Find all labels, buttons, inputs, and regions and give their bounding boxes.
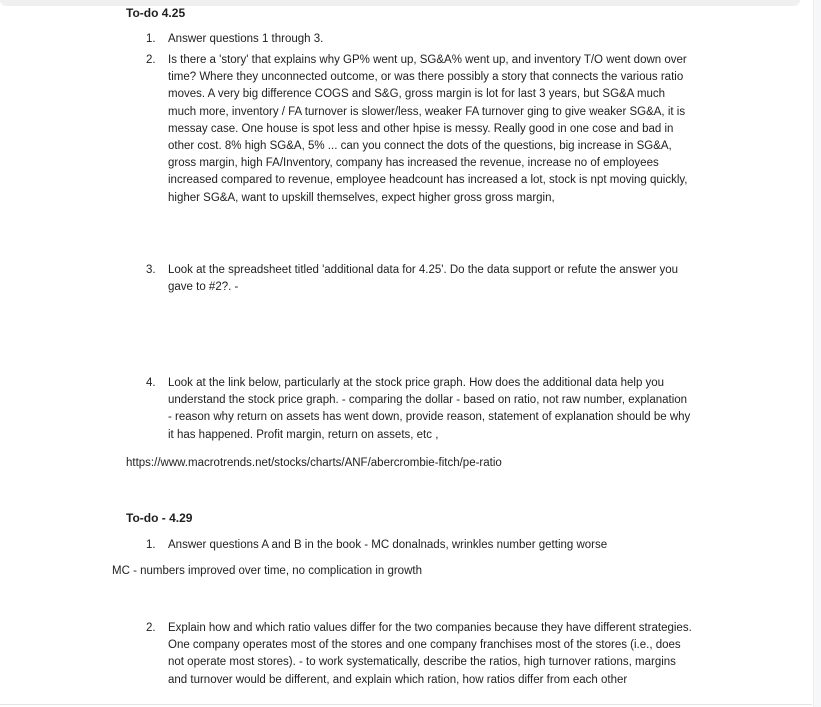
list-text: Is there a 'story' that explains why GP% went up, SG&A% went up, and inventory T/O went down over time? Where they unconnected outcome, or was there possibly a story that connects the various ratio moves. A very big difference COGS and S&G, gross margin is lot for last 3 years, but SG&A much much more, inventory / FA turnover is slower/less, weaker FA turnover ging to give weaker SG&A, it is messay case. One house is spot less and other hpise is messy. Really good in one cose and bad in other cost. 8% high SG&A, 5% ... can you connect the dots of the questions, big increase in SG&A, gross margin, high FA/Inventory, company has increased the revenue, increase no of employees increased compared to revenue, employee headcount has increased a lot, stock is npt moving quickly, higher SG&A, want to upskill themselves, expect higher gross gross margin, xyxy=(168,54,688,204)
list-item xyxy=(146,620,694,706)
list-item xyxy=(146,52,694,227)
list-item xyxy=(146,31,694,49)
list-number: 2. xyxy=(146,54,156,66)
list-item xyxy=(146,262,694,298)
list-number: 1. xyxy=(146,539,156,551)
list-number: 2. xyxy=(146,622,156,634)
note-text: MC - numbers improved over time, no complication in growth xyxy=(112,565,422,577)
section-heading-4-29: To-do - 4.29 xyxy=(126,511,193,525)
list-item xyxy=(146,375,694,447)
list-text: Look at the link below, particularly at the stock price graph. How does the additional data help you understand the stock price graph. - comparing the dollar - based on ratio, not raw number, explanation - reason why return on assets has went down, provide reason, statement of explanation should be why it has happened. Profit margin, return on assets, etc , xyxy=(168,377,691,441)
stock-chart-link[interactable] xyxy=(126,455,686,472)
list-text: Look at the spreadsheet titled 'additional data for 4.25'. Do the data support or refute the answer you gave to #2?. - xyxy=(168,264,679,294)
section-heading-4-25: To-do 4.25 xyxy=(126,6,186,20)
scrollbar-track[interactable] xyxy=(813,0,821,707)
list-number: 1. xyxy=(146,33,156,45)
list-number: 4. xyxy=(146,377,156,389)
list-text: Explain how and which ratio values differ for the two companies because they have different strategies. One company operates most of the stores and one company franchises most of the stores (i.e., does not operate most stores). - to work systematically, describe the ratios, high turnover rations, margins and turnover would be different, and explain which ration, how ratios differ from each other xyxy=(168,622,692,686)
divider xyxy=(0,704,812,705)
list-number: 3. xyxy=(146,264,156,276)
list-text: Answer questions 1 through 3. xyxy=(168,33,324,45)
link-text[interactable]: https://www.macrotrends.net/stocks/charts/ANF/abercrombie-fitch/pe-ratio xyxy=(126,457,502,469)
list-item xyxy=(146,537,694,555)
list-text: Answer questions A and B in the book - MC donalnads, wrinkles number getting worse xyxy=(168,539,608,551)
